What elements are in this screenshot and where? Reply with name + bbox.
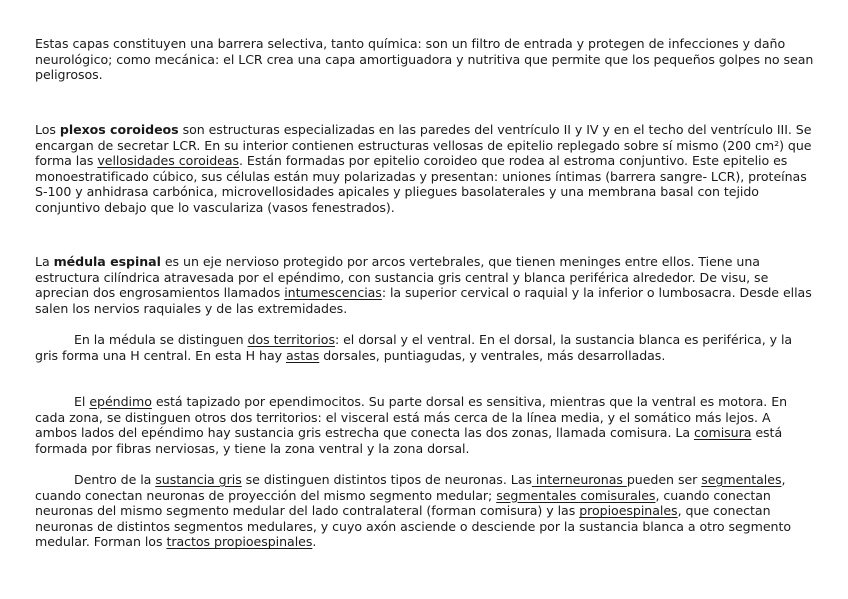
underlined-term: interneuronas (531, 472, 627, 487)
text-run: se distinguen distintos tipos de neuronas. Las (241, 472, 532, 487)
underlined-term: intumescencias (284, 285, 382, 301)
underlined-term: tractos propioespinales (166, 534, 313, 550)
text-run: Dentro de la (74, 472, 156, 487)
paragraph-sustancia-gris (35, 472, 815, 550)
paragraph-medula-espinal (35, 254, 815, 316)
underlined-term: sustancia gris (155, 472, 242, 487)
text-run: es un eje nervioso protegido por arcos vertebrales, que tienen meninges entre ellos. Tiene una estructura cilíndrica atravesada por el epéndimo, con sustancia gris central y blanca periférica alrededor. De visu, se aprecian dos engrosamientos llamados (35, 254, 769, 301)
underlined-term: dos territorios (247, 332, 335, 347)
paragraph-plexos-coroideos (35, 122, 815, 216)
text-run: pueden ser (626, 472, 702, 487)
text-run: está formada por fibras nerviosas, y tiene la zona ventral y la zona dorsal. (35, 425, 783, 456)
text-run: : el dorsal y el ventral. En el dorsal, la sustancia blanca es periférica, y la gris forma una H central. En esta H hay (35, 332, 793, 363)
text-run: : la superior cervical o raquial y la inferior o lumbosacra. Desde ellas salen los nervios raquiales y de las extremidades. (35, 285, 812, 316)
bold-term: plexos coroideos (59, 122, 179, 137)
paragraph-capas (35, 36, 815, 83)
text-run: dorsales, puntiagudas, y ventrales, más desarrolladas. (319, 347, 666, 363)
text-run: , que conectan neuronas de distintos segmentos medulares, y cuyo axón asciende o desciende por la sustancia blanca a otro segmento medular. Forman los (35, 503, 792, 550)
text-run: son estructuras especializadas en las paredes del ventrículo II y IV y en el techo del ventrículo III. Se encargan de secretar LCR. En su interior contienen estructuras vellosas de epitelio replegado sobre sí mismo (200 cm²) que forma las (35, 122, 812, 169)
underlined-term: vellosidades coroideas (97, 153, 240, 169)
text-run: El (74, 394, 90, 409)
text-run: En la médula se distinguen (74, 332, 248, 347)
text-run: . (312, 534, 317, 550)
text-run: Los (35, 122, 60, 137)
underlined-term: comisura (693, 425, 752, 441)
text-run: , cuando conectan neuronas de proyección del mismo segmento medular; (35, 472, 786, 503)
text-run: está tapizado por ependimocitos. Su parte dorsal es sensitiva, mientras que la ventral es motora. En cada zona, se distinguen otros dos territorios: el visceral está más cerca de la línea media, y el somático más lejos. A ambos lados del epéndimo hay sustancia gris estrecha que conecta las dos zonas, llamada comisura. La (35, 394, 788, 441)
text-run: , cuando conectan neuronas del mismo segmento medular del lado contralateral (forman comisura) y las (35, 487, 771, 519)
text-run: Estas capas constituyen una barrera selectiva, tanto química: son un filtro de entrada y protegen de infecciones y daño neurológico; como mecánica: el LCR crea una capa amortiguadora y nutritiva que permite que los pequeños golpes no sean peligrosos. (35, 36, 814, 83)
paragraph-territorios (35, 332, 815, 363)
underlined-term: segmentales comisurales (496, 487, 656, 503)
underlined-term: epéndimo (89, 394, 152, 409)
bold-term: médula espinal (53, 254, 161, 269)
text-run: La (35, 254, 54, 269)
text-run: . Están formadas por epitelio coroideo que rodea al estroma conjuntivo. Este epitelio es monoestratificado cúbico, sus células están muy polarizadas y presentan: uniones íntimas (barrera sangre- LCR), proteínas S-100 y anhidrasa carbónica, microvellosidades apicales y pliegues basolaterales y una membrana basal con tejido conjuntivo debajo que lo vasculariza (vasos fenestrados). (35, 153, 807, 215)
underlined-term: astas (286, 347, 320, 363)
underlined-term: propioespinales (579, 503, 678, 519)
underlined-term: segmentales (701, 472, 782, 487)
paragraph-ependimo (35, 394, 815, 456)
